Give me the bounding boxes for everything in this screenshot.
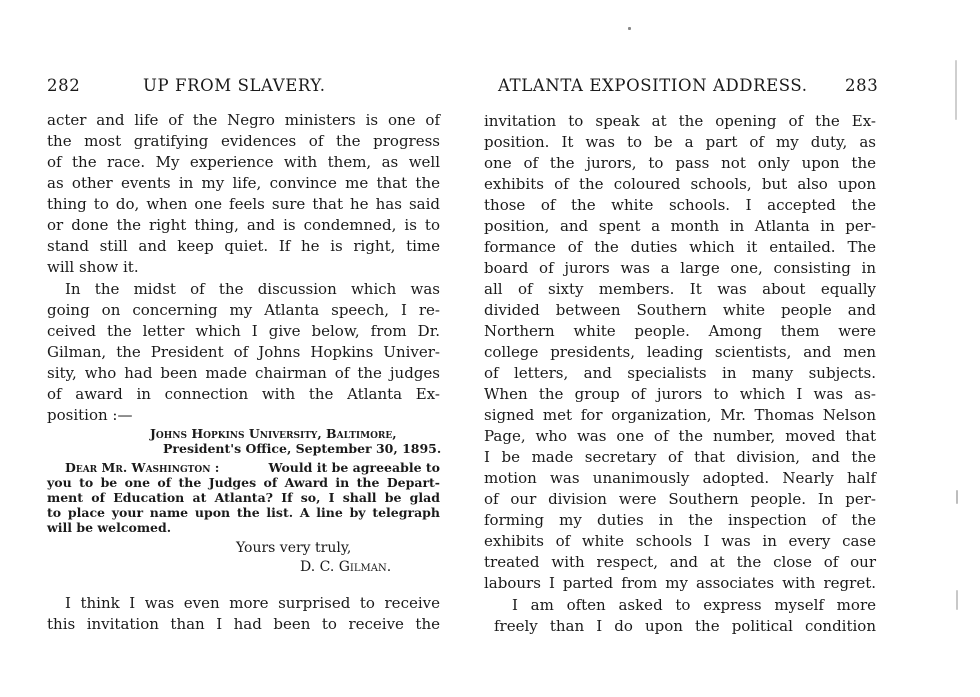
text-line: position. It was to be a part of my duty, as [484, 133, 876, 151]
scan-speck [956, 490, 958, 504]
text-line: this invitation than I had been to receive the [47, 615, 440, 633]
text-line: ceived the letter which I give below, from Dr. [47, 322, 440, 340]
text-line: the most gratifying evidences of the progress [47, 132, 440, 150]
text-line: position :— [47, 406, 133, 424]
text-line: exhibits of white schools I was in every case [484, 532, 876, 550]
text-line: going on concerning my Atlanta speech, I re- [47, 301, 440, 319]
text-line: stand still and keep quiet. If he is right, time [47, 237, 440, 255]
letter-salutation: Dear Mr. Washington : [65, 460, 220, 475]
letter-dateline: President's Office, September 30, 1895. [163, 441, 442, 456]
text-line: of our division were Southern people. In per- [484, 490, 876, 508]
text-line: one of the jurors, to pass not only upon the [484, 154, 876, 172]
text-line: forming my duties in the inspection of the [484, 511, 876, 529]
text-line: When the group of jurors to which I was as- [484, 385, 876, 403]
letter-line: ment of Education at Atlanta? If so, I shall be glad [47, 490, 440, 505]
right-page [484, 0, 980, 697]
letter-signature: D. C. Gilman. [300, 559, 392, 575]
text-line: those of the white schools. I accepted the [484, 196, 876, 214]
text-line: treated with respect, and at the close of our [484, 553, 876, 571]
text-line: sity, who had been made chairman of the judges [47, 364, 440, 382]
left-page-number: 282 [47, 76, 81, 95]
letter-body-first: Would it be agreeable to [268, 460, 440, 475]
letter-closing: Yours very truly, [236, 540, 352, 556]
text-line: or done the right thing, and is condemned, is to [47, 216, 440, 234]
text-line: In the midst of the discussion which was [65, 280, 440, 298]
scan-speck [628, 27, 631, 30]
text-line: of award in connection with the Atlanta Ex- [47, 385, 440, 403]
scan-speck [956, 590, 958, 610]
text-line: position, and spent a month in Atlanta in per- [484, 217, 876, 235]
letter-first-line [65, 460, 440, 475]
letter-line: will be welcomed. [47, 520, 172, 535]
text-line: board of jurors was a large one, consisting in [484, 259, 876, 277]
right-running-title: ATLANTA EXPOSITION ADDRESS. [498, 76, 808, 95]
left-running-title: UP FROM SLAVERY. [143, 76, 326, 95]
text-line: formance of the duties which it entailed. The [484, 238, 876, 256]
right-page-number: 283 [845, 76, 879, 95]
text-line: will show it. [47, 258, 139, 276]
text-line: exhibits of the coloured schools, but also upon [484, 175, 876, 193]
text-line: freely than I do upon the political condition [494, 617, 876, 635]
text-line: motion was unanimously adopted. Nearly half [484, 469, 876, 487]
text-line: invitation to speak at the opening of the Ex- [484, 112, 876, 130]
text-line: divided between Southern white people and [484, 301, 876, 319]
text-line: thing to do, when one feels sure that he has said [47, 195, 440, 213]
scan-speck [955, 60, 957, 120]
text-line: as other events in my life, convince me that the [47, 174, 440, 192]
text-line: college presidents, leading scientists, and men [484, 343, 876, 361]
text-line: labours I parted from my associates with regret. [484, 574, 876, 592]
text-line: of letters, and specialists in many subjects. [484, 364, 876, 382]
text-line: signed met for organization, Mr. Thomas Nelson [484, 406, 876, 424]
text-line: I be made secretary of that division, and the [484, 448, 876, 466]
letter-line: to place your name upon the list. A line by telegraph [47, 505, 440, 520]
letter-heading: Johns Hopkins University, Baltimore, [150, 426, 397, 441]
text-line: I am often asked to express myself more [512, 596, 876, 614]
text-line: of the race. My experience with them, as well [47, 153, 440, 171]
text-line: Page, who was one of the number, moved that [484, 427, 876, 445]
letter-line: you to be one of the Judges of Award in the Depart- [47, 475, 440, 490]
text-line: all of sixty members. It was about equally [484, 280, 876, 298]
text-line: I think I was even more surprised to receive [65, 594, 440, 612]
text-line: Northern white people. Among them were [484, 322, 876, 340]
text-line: acter and life of the Negro ministers is one of [47, 111, 440, 129]
text-line: Gilman, the President of Johns Hopkins Univer- [47, 343, 440, 361]
